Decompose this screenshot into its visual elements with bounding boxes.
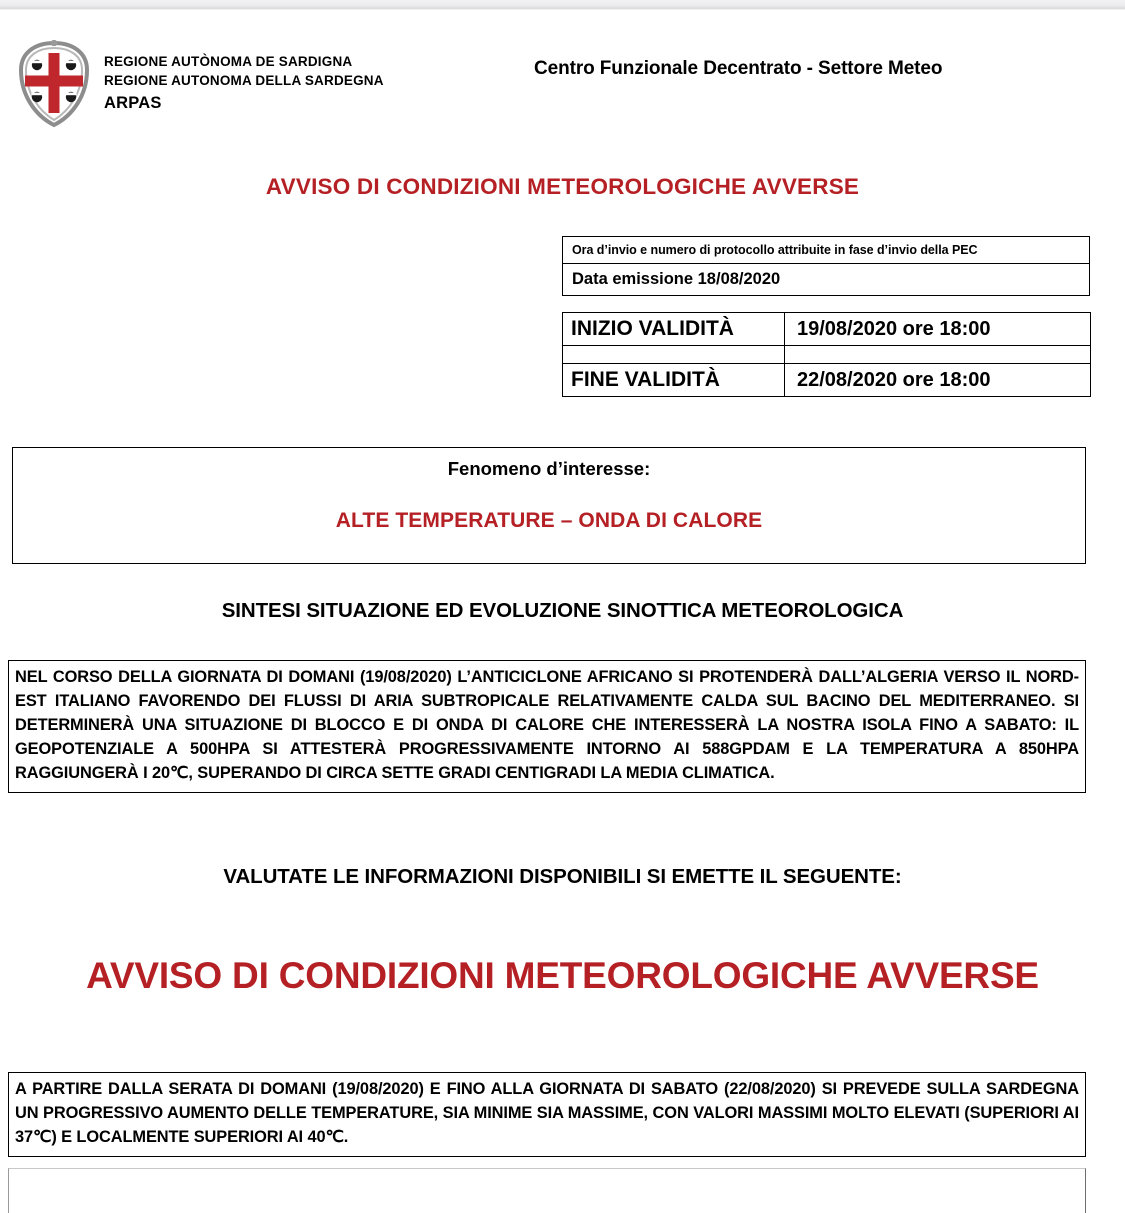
- org-name-italian: REGIONE AUTONOMA DELLA SARDEGNA: [104, 73, 384, 89]
- center-title: Centro Funzionale Decentrato - Settore Meteo: [534, 58, 943, 79]
- sardinia-coat-of-arms-icon: [14, 40, 94, 128]
- document-page: [0, 10, 1125, 1203]
- table-row: [563, 364, 1091, 397]
- forecast-box: [8, 1072, 1086, 1157]
- table-row: [563, 237, 1090, 264]
- emission-date-cell: Data emissione 18/08/2020: [563, 264, 1090, 296]
- validity-spacer-right: [785, 346, 1091, 364]
- alert-title-large: AVVISO DI CONDIZIONI METEOROLOGICHE AVVERSE: [86, 955, 1039, 996]
- validity-table: [562, 312, 1091, 397]
- page-top-edge: [0, 0, 1125, 10]
- table-row: [563, 313, 1091, 346]
- alert-title: AVVISO DI CONDIZIONI METEOROLOGICHE AVVERSE: [265, 174, 860, 199]
- validity-start-label: INIZIO VALIDITÀ: [563, 313, 785, 346]
- next-section-box-cropped: [8, 1168, 1086, 1213]
- forecast-body: A PARTIRE DALLA SERATA DI DOMANI (19/08/2020) E FINO ALLA GIORNATA DI SABATO (22/08/2020) SI PREVEDE SULLA SARDEGNA UN PROGRESSIVO AUMENTO DELLE TEMPERATURE, SIA MINIME SIA MASSIME, CON VALORI MASSIMI MOLTO ELEVATI (SUPERIORI AI 37℃) E LOCALMENTE SUPERIORI AI 40℃.: [15, 1080, 1079, 1146]
- validity-spacer-left: [563, 346, 785, 364]
- table-row: [563, 346, 1091, 364]
- synopsis-body: NEL CORSO DELLA GIORNATA DI DOMANI (19/08/2020) L’ANTICICLONE AFRICANO SI PROTENDERÀ DALL’ALGERIA VERSO IL NORD-EST ITALIANO FAVORENDO DEI FLUSSI DI ARIA SUBTROPICALE RELATIVAMENTE CALDA SUL BACINO DEL MEDITERRANEO. SI DETERMINERÀ UNA SITUAZIONE DI BLOCCO E DI ONDA DI CALORE CHE INTERESSERÀ LA NOSTRA ISOLA FINO A SABATO: IL GEOPOTENZIALE A 500HPA SI ATTESTERÀ PROGRESSIVAMENTE INTORNO AI 588GPDAM E LA TEMPERATURA A 850HPA RAGGIUNGERÀ I 20℃, SUPERANDO DI CIRCA SETTE GRADI CENTIGRADI LA MEDIA CLIMATICA.: [15, 668, 1079, 782]
- org-acronym: ARPAS: [104, 94, 162, 113]
- emission-table: [562, 236, 1090, 296]
- validity-end-value: 22/08/2020 ore 18:00: [785, 364, 1091, 397]
- synopsis-box: [8, 660, 1086, 793]
- org-name-sardinian: REGIONE AUTÒNOMA DE SARDIGNA: [104, 54, 353, 69]
- phenomenon-box: [12, 447, 1086, 564]
- phenomenon-label: Fenomeno d’interesse:: [447, 458, 651, 479]
- synopsis-heading: SINTESI SITUAZIONE ED EVOLUZIONE SINOTTICA METEOROLOGICA: [221, 599, 904, 622]
- validity-start-value: 19/08/2020 ore 18:00: [785, 313, 1091, 346]
- pec-note-cell: Ora d’invio e numero di protocollo attribuite in fase d’invio della PEC: [563, 237, 1090, 264]
- validity-end-label: FINE VALIDITÀ: [563, 364, 785, 397]
- document-header: [0, 38, 1125, 128]
- organization-names: [104, 52, 384, 116]
- table-row: [563, 264, 1090, 296]
- phenomenon-value: ALTE TEMPERATURE – ONDA DI CALORE: [335, 509, 763, 532]
- issue-statement: VALUTATE LE INFORMAZIONI DISPONIBILI SI EMETTE IL SEGUENTE:: [223, 865, 902, 888]
